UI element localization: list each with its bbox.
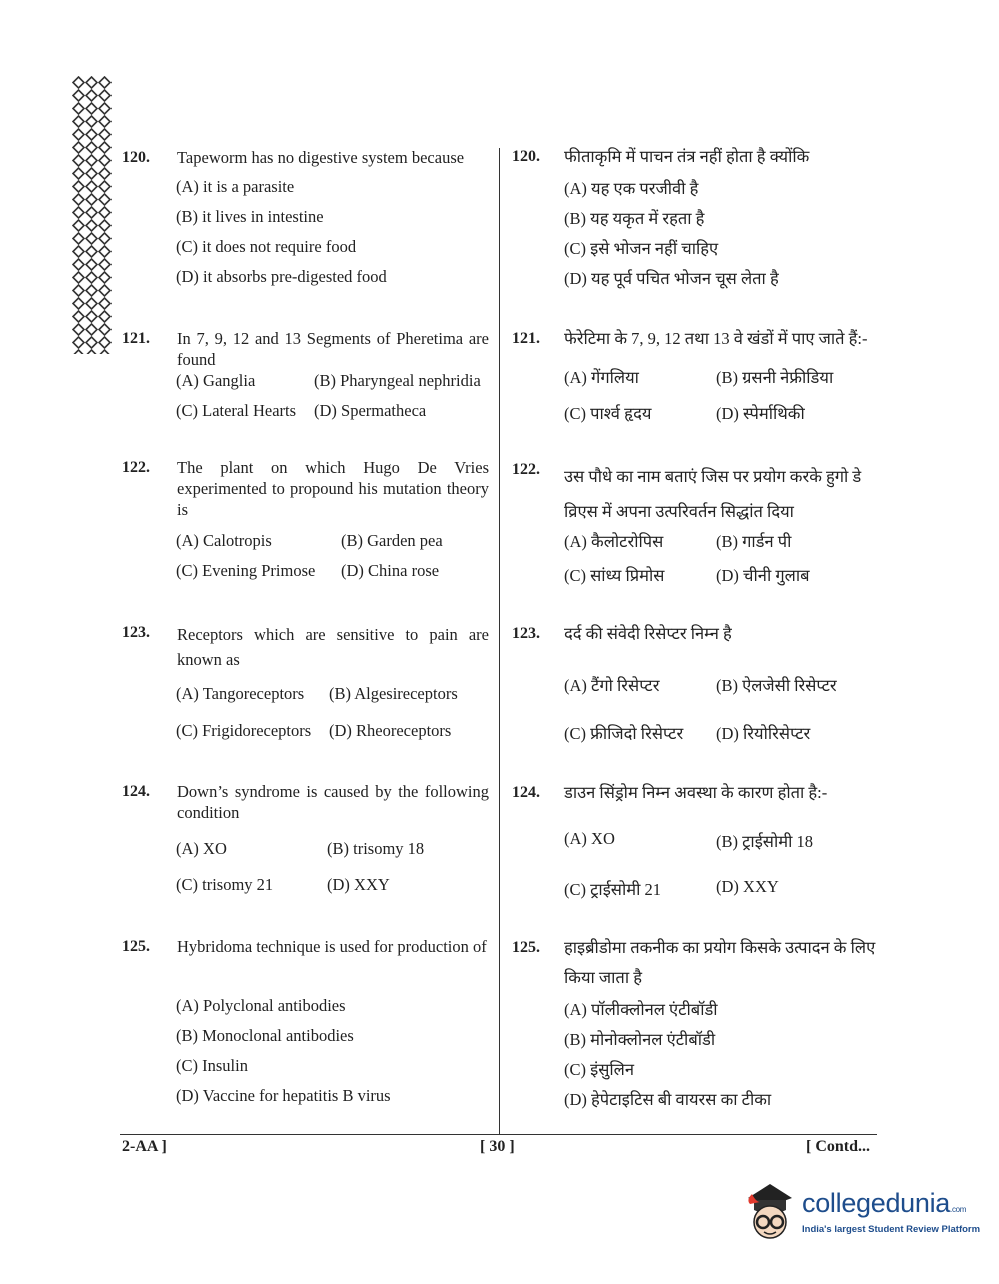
option-b: (B) trisomy 18 <box>327 839 425 858</box>
option-d: (D) XXY <box>327 875 390 894</box>
question-number: 125. <box>122 938 150 955</box>
option-a: (A) पॉलीक्लोनल एंटीबॉडी <box>564 1000 718 1019</box>
option-b: (B) मोनोक्लोनल एंटीबॉडी <box>564 1030 716 1049</box>
option-d: (D) स्पेर्माथिकी <box>716 404 805 423</box>
footer-rule <box>120 1134 877 1135</box>
question-number: 124. <box>122 783 150 800</box>
question-number: 121. <box>512 330 540 347</box>
option-b: (B) Pharyngeal nephridia <box>314 371 481 390</box>
question-text: Receptors which are sensitive to pain are known as <box>177 625 489 669</box>
option-c: (C) Evening Primose <box>176 561 316 580</box>
option-a: (A) टैंगो रिसेप्टर <box>564 676 660 695</box>
question-number: 125. <box>512 939 540 956</box>
option-d: (D) Rheoreceptors <box>329 721 452 740</box>
logo-name: collegedunia <box>802 1188 951 1218</box>
option-b: (B) ऐलजेसी रिसेप्टर <box>716 676 837 695</box>
option-a: (A) it is a parasite <box>176 177 295 196</box>
option-c: (C) ट्राईसोमी 21 <box>564 880 662 899</box>
continued-label: [ Contd... <box>806 1138 871 1155</box>
option-d: (D) Vaccine for hepatitis B virus <box>176 1086 391 1105</box>
question-number: 120. <box>512 148 540 165</box>
option-d: (D) XXY <box>716 877 779 896</box>
option-b: (B) ट्राईसोमी 18 <box>716 832 814 851</box>
option-a: (A) Polyclonal antibodies <box>176 996 346 1015</box>
question-number: 123. <box>122 624 150 641</box>
option-b: (B) गार्डन पी <box>716 532 792 551</box>
logo-tagline: India's largest Student Review Platform <box>802 1224 981 1235</box>
option-a: (A) गेंगलिया <box>564 368 639 387</box>
option-c: (C) फ्रीजिदो रिसेप्टर <box>564 724 684 743</box>
question-number: 122. <box>122 459 150 476</box>
option-d: (D) it absorbs pre-digested food <box>176 267 387 286</box>
page-number: [ 30 ] <box>480 1138 515 1155</box>
option-c: (C) सांध्य प्रिमोस <box>564 566 665 585</box>
question-text: फेरेटिमा के 7, 9, 12 तथा 13 वे खंडों में पाए जाते हैं:- <box>564 329 868 348</box>
question-number: 121. <box>122 330 150 347</box>
collegedunia-logo <box>740 1180 981 1250</box>
option-c: (C) इंसुलिन <box>564 1060 634 1079</box>
question-number: 120. <box>122 149 150 166</box>
option-a: (A) Calotropis <box>176 531 272 550</box>
option-b: (B) यह यकृत में रहता है <box>564 209 705 228</box>
question-text: उस पौधे का नाम बताएं जिस पर प्रयोग करके हुगो डे व्रिएस में अपना उत्परिवर्तन सिद्धांत दिया <box>564 467 862 521</box>
option-c: (C) it does not require food <box>176 237 357 256</box>
option-b: (B) ग्रसनी नेफ्रीडिया <box>716 368 834 387</box>
question-text: Tapeworm has no digestive system because <box>177 148 465 167</box>
mascot-icon <box>740 1180 800 1250</box>
option-c: (C) Frigidoreceptors <box>176 721 312 740</box>
paper-code: 2-AA ] <box>122 1138 167 1155</box>
option-b: (B) Algesireceptors <box>329 684 458 703</box>
option-a: (A) Ganglia <box>176 371 256 390</box>
option-c: (C) पार्श्व हृदय <box>564 404 652 423</box>
option-b: (B) Garden pea <box>341 531 443 550</box>
question-number: 122. <box>512 461 540 478</box>
question-number: 123. <box>512 625 540 642</box>
option-c: (C) Insulin <box>176 1056 248 1075</box>
option-a: (A) XO <box>564 829 615 848</box>
option-c: (C) इसे भोजन नहीं चाहिए <box>564 239 719 258</box>
option-a: (A) Tangoreceptors <box>176 684 305 703</box>
question-text: डाउन सिंड्रोम निम्न अवस्था के कारण होता है:- <box>564 783 828 802</box>
option-a: (A) कैलोटरोपिस <box>564 532 664 551</box>
decorative-border <box>72 76 112 354</box>
logo-tld: .com <box>950 1205 967 1214</box>
question-text: फीताकृमि में पाचन तंत्र नहीं होता है क्योंकि <box>564 147 810 166</box>
option-a: (A) XO <box>176 839 227 858</box>
question-text: दर्द की संवेदी रिसेप्टर निम्न है <box>564 624 732 643</box>
option-b: (B) Monoclonal antibodies <box>176 1026 354 1045</box>
option-d: (D) Spermatheca <box>314 401 427 420</box>
option-b: (B) it lives in intestine <box>176 207 324 226</box>
question-text: The plant on which Hugo De Vries experimented to propound his mutation theory is <box>177 458 489 519</box>
question-text: In 7, 9, 12 and 13 Segments of Pheretima are found <box>177 329 489 369</box>
option-d: (D) China rose <box>341 561 440 580</box>
option-c: (C) Lateral Hearts <box>176 401 297 420</box>
question-text: हाइब्रीडोमा तकनीक का प्रयोग किसके उत्पादन के लिए किया जाता है <box>564 938 876 987</box>
option-c: (C) trisomy 21 <box>176 875 274 894</box>
option-a: (A) यह एक परजीवी है <box>564 179 699 198</box>
question-number: 124. <box>512 784 540 801</box>
question-text: Hybridoma technique is used for production of <box>177 937 487 956</box>
option-d: (D) यह पूर्व पचित भोजन चूस लेता है <box>564 269 779 288</box>
question-text: Down’s syndrome is caused by the following condition <box>177 782 489 822</box>
option-d: (D) हेपेटाइटिस बी वायरस का टीका <box>564 1090 772 1109</box>
option-d: (D) चीनी गुलाब <box>716 566 810 585</box>
option-d: (D) रियोरिसेप्टर <box>716 724 811 743</box>
column-divider <box>499 148 500 1134</box>
